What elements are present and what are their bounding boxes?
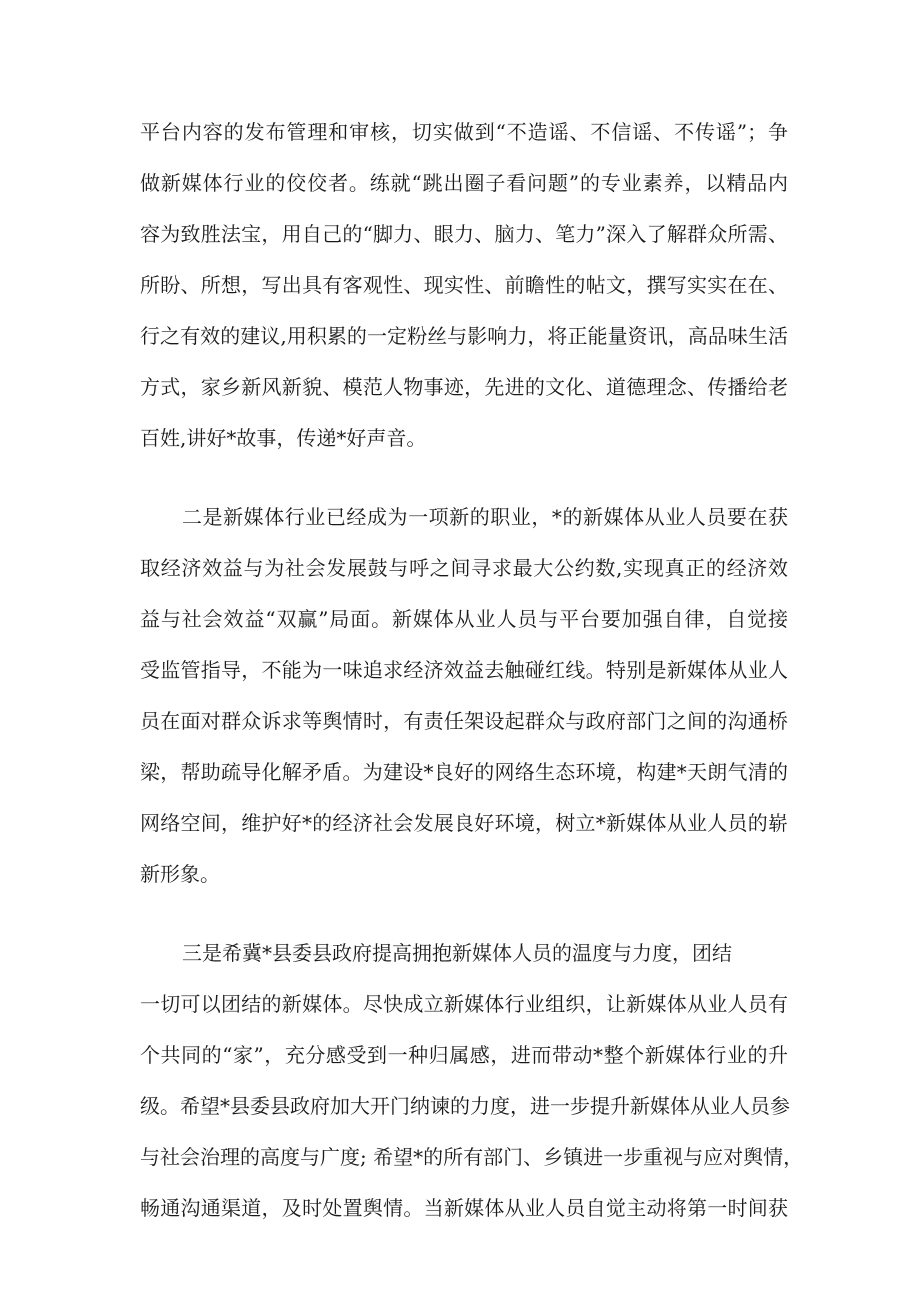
p3-line-5: 与社会治理的高度与广度; 希望*的所有部门、乡镇进一步重视与应对舆情， — [140, 1145, 804, 1169]
p3-line-2: 一切可以团结的新媒体。尽快成立新媒体行业组织，让新媒体从业人员有 — [140, 992, 788, 1016]
p2-line-5: 员在面对群众诉求等舆情时，有责任架设起群众与政府部门之间的沟通桥 — [140, 709, 788, 733]
p2-line-3: 益与社会效益“双赢”局面。新媒体从业人员与平台要加强自律，自觉接 — [140, 607, 788, 631]
p1-line-5: 行之有效的建议,用积累的一定粉丝与影响力，将正能量资讯，高品味生活 — [140, 324, 788, 348]
p1-line-7: 百姓,讲好*故事，传递*好声音。 — [140, 426, 427, 450]
p2-line-2: 取经济效益与为社会发展鼓与呼之间寻求最大公约数,实现真正的经济效 — [140, 556, 788, 580]
p3-line-3: 个共同的“家”，充分感受到一种归属感，进而带动*整个新媒体行业的升 — [140, 1043, 788, 1067]
p3-line-6: 畅通沟通渠道，及时处置舆情。当新媒体从业人员自觉主动将第一时间获 — [140, 1196, 788, 1220]
p3-line-4: 级。希望*县委县政府加大开门纳谏的力度，进一步提升新媒体从业人员参 — [140, 1094, 790, 1118]
p1-line-3: 容为致胜法宝，用自己的“脚力、眼力、脑力、笔力”深入了解群众所需、 — [140, 222, 788, 246]
p2-line-7: 网络空间，维护好*的经济社会发展良好环境，树立*新媒体从业人员的崭 — [140, 811, 788, 835]
p1-line-1: 平台内容的发布管理和审核，切实做到“不造谣、不信谣、不传谣”；争 — [140, 120, 788, 144]
p1-line-6: 方式，家乡新风新貌、模范人物事迹，先进的文化、道德理念、传播给老 — [140, 375, 788, 399]
p3-line-1: 三是希冀*县委县政府提高拥抱新媒体人员的温度与力度，团结 — [182, 941, 732, 965]
p1-line-2: 做新媒体行业的佼佼者。练就“跳出圈子看问题”的专业素养，以精品内 — [140, 171, 788, 195]
p2-line-4: 受监管指导，不能为一味追求经济效益去触碰红线。特别是新媒体从业人 — [140, 658, 788, 682]
p1-line-4: 所盼、所想，写出具有客观性、现实性、前瞻性的帖文，撰写实实在在、 — [140, 273, 788, 297]
p2-line-8: 新形象。 — [140, 862, 220, 886]
p2-line-1: 二是新媒体行业已经成为一项新的职业，*的新媒体从业人员要在获 — [182, 505, 788, 529]
p2-line-6: 梁，帮助疏导化解矛盾。为建设*良好的网络生态环境，构建*天朗气清的 — [140, 760, 788, 784]
